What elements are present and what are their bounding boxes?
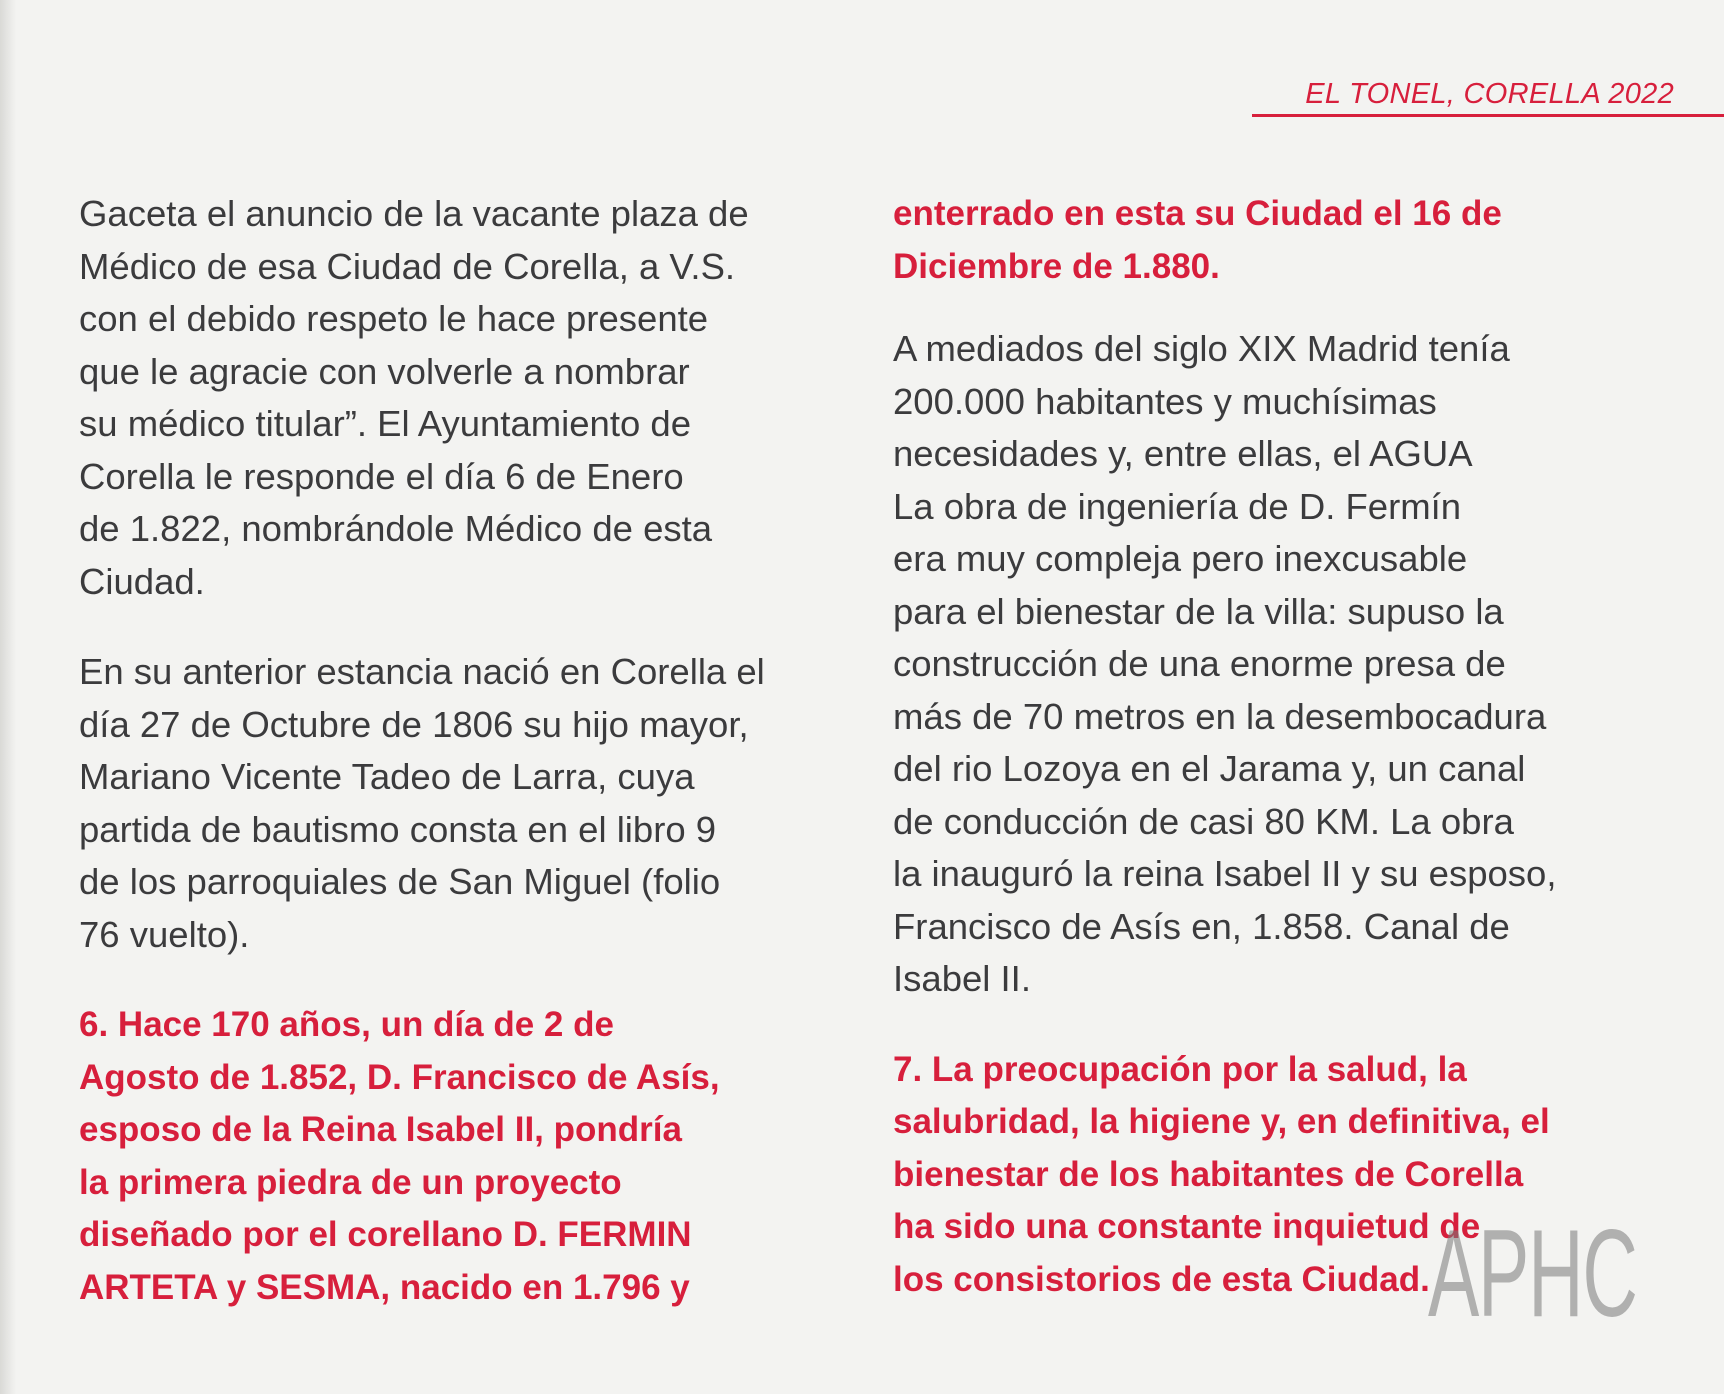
running-header: EL TONEL, CORELLA 2022 — [1305, 78, 1674, 110]
left-paragraph-1: Gaceta el anuncio de la vacante plaza de Médico de esa Ciudad de Corella, a V.S. con el debido respeto le hace presente que le agracie con volverle a nombrar su médico titular”. El Ayuntamiento de Corella le responde el día 6 de Enero de 1.822, nombrándole Médico de esta Ciudad. — [79, 193, 749, 602]
right-paragraph-2: A mediados del siglo XIX Madrid tenía 200.000 habitantes y muchísimas necesidades y, entre ellas, el AGUA La obra de ingeniería de D. Fermín era muy compleja pero inexcusable para el bienestar de la villa: supuso la construcción de una enorme presa de más de 70 metros en la desembocadura del rio Lozoya en el Jarama y, un canal de conducción de casi 80 KM. La obra la inauguró la reina Isabel II y su esposo, Francisco de Asís en, 1.858. Canal de Isabel II. — [893, 328, 1557, 999]
right-highlight-paragraph-1: enterrado en esta su Ciudad el 16 de Diciembre de 1.880. — [893, 194, 1502, 286]
left-highlight-paragraph: 6. Hace 170 años, un día de 2 de Agosto de 1.852, D. Francisco de Asís, esposo de la Reina Isabel II, pondría la primera piedra de un proyecto diseñado por el corellano D. FERMIN ARTETA y SESMA, nacido en 1.796 y — [79, 1005, 720, 1307]
right-column — [893, 188, 1693, 1306]
watermark-logo: APHC — [1428, 1205, 1637, 1343]
page-edge-shadow — [0, 0, 16, 1394]
header-rule — [1252, 114, 1724, 117]
left-column — [79, 188, 879, 1314]
left-paragraph-2: En su anterior estancia nació en Corella el día 27 de Octubre de 1806 su hijo mayor, Mariano Vicente Tadeo de Larra, cuya partida de bautismo consta en el libro 9 de los parroquiales de San Miguel (folio 76 vuelto). — [79, 651, 765, 955]
right-highlight-paragraph-3: 7. La preocupación por la salud, la salubridad, la higiene y, en definitiva, el bienestar de los habitantes de Corella ha sido una constante inquietud de los consistorios de esta Ciudad. — [893, 1049, 1550, 1299]
